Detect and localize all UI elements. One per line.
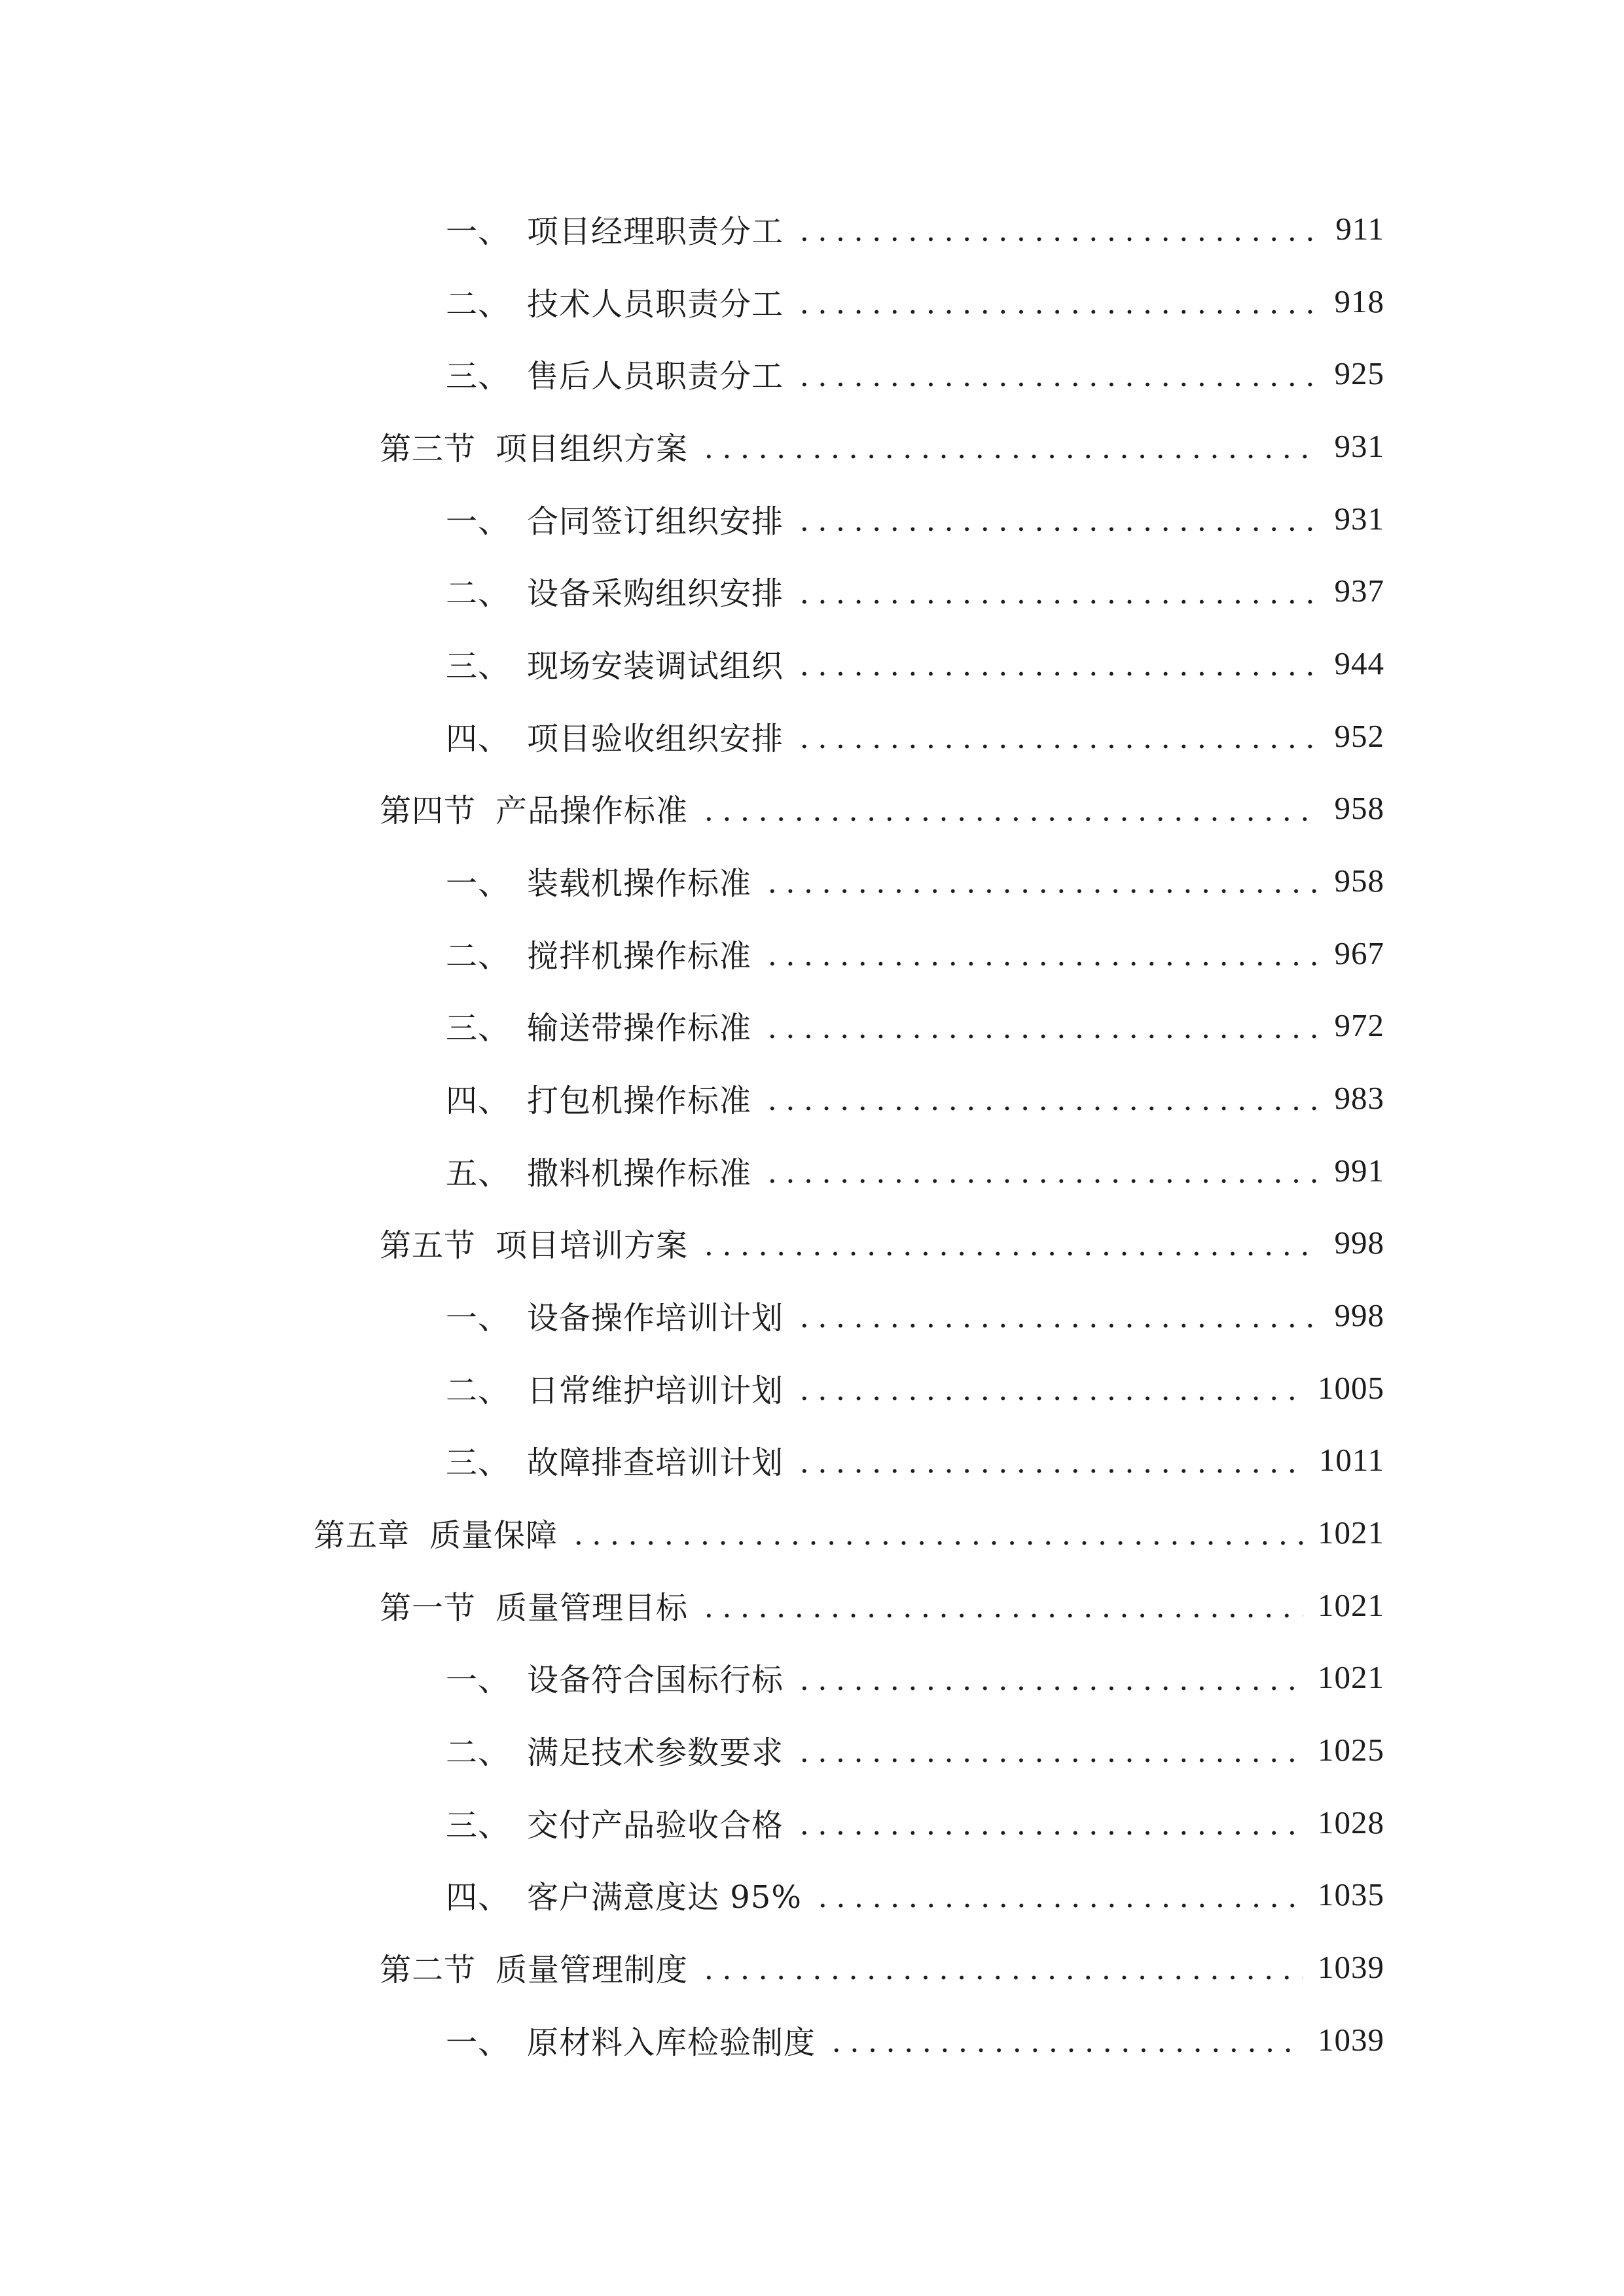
toc-entry-page: 918 [1334, 283, 1384, 319]
toc-entry-page: 1005 [1318, 1369, 1384, 1406]
toc-entry [0, 700, 1624, 772]
toc-entry-title: 设备操作培训计划 [527, 1299, 784, 1336]
toc-entry-title: 项目验收组织安排 [527, 720, 784, 757]
dot-leader [697, 1229, 1320, 1257]
toc-entry-title: 合同签订组织安排 [527, 503, 784, 540]
dot-leader [793, 577, 1320, 605]
toc-entry [0, 1713, 1624, 1786]
dot-leader [761, 1084, 1320, 1111]
toc-section-number: 第三节 [380, 430, 477, 467]
toc-entry-page: 958 [1334, 862, 1384, 899]
toc-entry-title: 原材料入库检验制度 [527, 2024, 816, 2061]
toc-entry [0, 337, 1624, 410]
dot-leader [793, 360, 1320, 387]
toc-entry [0, 482, 1624, 555]
dot-leader [761, 939, 1320, 967]
toc-entry [0, 989, 1624, 1062]
toc-section-number: 第一节 [380, 1589, 477, 1626]
toc-entry-page: 998 [1334, 1225, 1384, 1261]
toc-entry [0, 1352, 1624, 1424]
toc-entry-number: 三、 [446, 1444, 511, 1482]
toc-entry-title: 故障排查培训计划 [527, 1444, 784, 1482]
toc-chapter-number: 第五章 [314, 1516, 410, 1554]
toc-entry [0, 192, 1624, 265]
toc-section-title: 质量管理目标 [496, 1589, 689, 1626]
toc-entry [0, 627, 1624, 700]
dot-leader [793, 1301, 1320, 1329]
toc-entry-title: 技术人员职责分工 [527, 285, 784, 323]
toc-entry [0, 844, 1624, 917]
toc-entry-page: 925 [1334, 355, 1384, 392]
toc-entry-number: 一、 [446, 865, 511, 902]
dot-leader [567, 1518, 1303, 1546]
toc-entry-page: 991 [1334, 1152, 1384, 1189]
dot-leader [761, 1157, 1320, 1184]
toc-entry-page: 931 [1334, 427, 1384, 464]
toc-entry-page: 958 [1334, 790, 1384, 827]
toc-section-title: 质量管理制度 [496, 1951, 689, 1988]
toc-entry-number: 二、 [446, 1372, 511, 1409]
toc-entry-title: 搅拌机操作标准 [527, 937, 752, 975]
toc-entry-title: 输送带操作标准 [527, 1010, 752, 1047]
toc-entry-page: 911 [1335, 210, 1384, 247]
toc-entry-page: 967 [1334, 935, 1384, 971]
toc-section-title: 项目培训方案 [496, 1227, 689, 1265]
toc-entry-page: 998 [1334, 1297, 1384, 1333]
toc-entry-page: 1035 [1318, 1876, 1384, 1913]
toc-entry-page: 1039 [1318, 2021, 1384, 2058]
dot-leader [697, 795, 1320, 822]
toc-entry-number: 三、 [446, 647, 511, 685]
toc-entry-page: 931 [1334, 500, 1384, 537]
dot-leader [811, 1881, 1303, 1909]
toc-section-number: 第二节 [380, 1951, 477, 1988]
toc-section-title: 项目组织方案 [496, 430, 689, 467]
toc-entry-title: 设备符合国标行标 [527, 1662, 784, 1699]
toc-entry [0, 265, 1624, 338]
toc-entry-number: 一、 [446, 1662, 511, 1699]
dot-leader [793, 1736, 1303, 1763]
dot-leader [761, 1012, 1320, 1039]
dot-leader [793, 505, 1320, 532]
toc-section-number: 第五节 [380, 1227, 477, 1265]
toc-entry-page: 1028 [1318, 1804, 1384, 1840]
toc-section [0, 410, 1624, 482]
toc-entry-number: 五、 [446, 1155, 511, 1192]
toc-entry-number: 二、 [446, 285, 511, 323]
toc-entry-page: 972 [1334, 1007, 1384, 1044]
toc-entry-number: 三、 [446, 358, 511, 395]
toc-entry-title: 项目经理职责分工 [527, 213, 784, 250]
dot-leader [825, 2026, 1303, 2053]
toc-entry-number: 一、 [446, 2024, 511, 2061]
toc-entry [0, 1641, 1624, 1713]
toc-entry [0, 1062, 1624, 1134]
table-of-contents [0, 192, 1624, 2075]
toc-entry-number: 三、 [446, 1806, 511, 1844]
toc-entry-page: 937 [1334, 573, 1384, 609]
toc-entry [0, 1424, 1624, 1496]
toc-entry-page: 1021 [1318, 1587, 1384, 1623]
toc-chapter [0, 1496, 1624, 1569]
toc-entry-number: 四、 [446, 720, 511, 757]
toc-section [0, 1569, 1624, 1641]
toc-entry-title: 打包机操作标准 [527, 1082, 752, 1119]
dot-leader [793, 1374, 1303, 1401]
dot-leader [793, 1664, 1303, 1691]
toc-entry-title: 交付产品验收合格 [527, 1806, 784, 1844]
toc-entry-page: 1021 [1318, 1514, 1384, 1551]
dot-leader [793, 215, 1321, 242]
toc-entry-title: 设备采购组织安排 [527, 575, 784, 613]
dot-leader [793, 1808, 1303, 1836]
toc-entry-number: 四、 [446, 1082, 511, 1119]
toc-entry-number: 三、 [446, 1010, 511, 1047]
toc-section [0, 1206, 1624, 1279]
toc-section-number: 第四节 [380, 793, 477, 830]
toc-entry-number: 四、 [446, 1879, 511, 1916]
toc-entry-number: 一、 [446, 1299, 511, 1336]
toc-section [0, 772, 1624, 844]
dot-leader [793, 649, 1320, 677]
toc-entry [0, 2003, 1624, 2076]
toc-entry-number: 二、 [446, 937, 511, 975]
toc-entry [0, 917, 1624, 990]
toc-section [0, 1931, 1624, 2003]
toc-section-title: 产品操作标准 [496, 793, 689, 830]
toc-entry-page: 1011 [1318, 1442, 1384, 1479]
toc-entry-title: 满足技术参数要求 [527, 1734, 784, 1771]
dot-leader [697, 1953, 1303, 1981]
toc-entry-page: 944 [1334, 645, 1384, 681]
dot-leader [761, 867, 1320, 894]
toc-entry-number: 二、 [446, 1734, 511, 1771]
toc-entry-title: 撒料机操作标准 [527, 1155, 752, 1192]
toc-entry-number: 二、 [446, 575, 511, 613]
dot-leader [793, 1446, 1305, 1474]
toc-entry [0, 554, 1624, 627]
toc-entry-page: 1039 [1318, 1948, 1384, 1985]
dot-leader [793, 722, 1320, 749]
toc-entry-title: 日常维护培训计划 [527, 1372, 784, 1409]
toc-entry-title: 售后人员职责分工 [527, 358, 784, 395]
toc-entry-number: 一、 [446, 503, 511, 540]
toc-entry [0, 1858, 1624, 1931]
toc-entry-title: 现场安装调试组织 [527, 647, 784, 685]
dot-leader [793, 287, 1320, 315]
toc-entry-page: 1021 [1318, 1659, 1384, 1696]
toc-entry [0, 1134, 1624, 1207]
toc-entry-page: 983 [1334, 1079, 1384, 1116]
toc-entry-title: 客户满意度达 95% [527, 1879, 802, 1916]
toc-entry-page: 1025 [1318, 1731, 1384, 1768]
dot-leader [697, 432, 1320, 459]
toc-entry [0, 1279, 1624, 1352]
toc-entry-number: 一、 [446, 213, 511, 250]
toc-entry-page: 952 [1334, 717, 1384, 754]
dot-leader [697, 1591, 1303, 1619]
toc-entry [0, 1786, 1624, 1859]
toc-entry-title: 装载机操作标准 [527, 865, 752, 902]
toc-chapter-title: 质量保障 [429, 1516, 558, 1554]
